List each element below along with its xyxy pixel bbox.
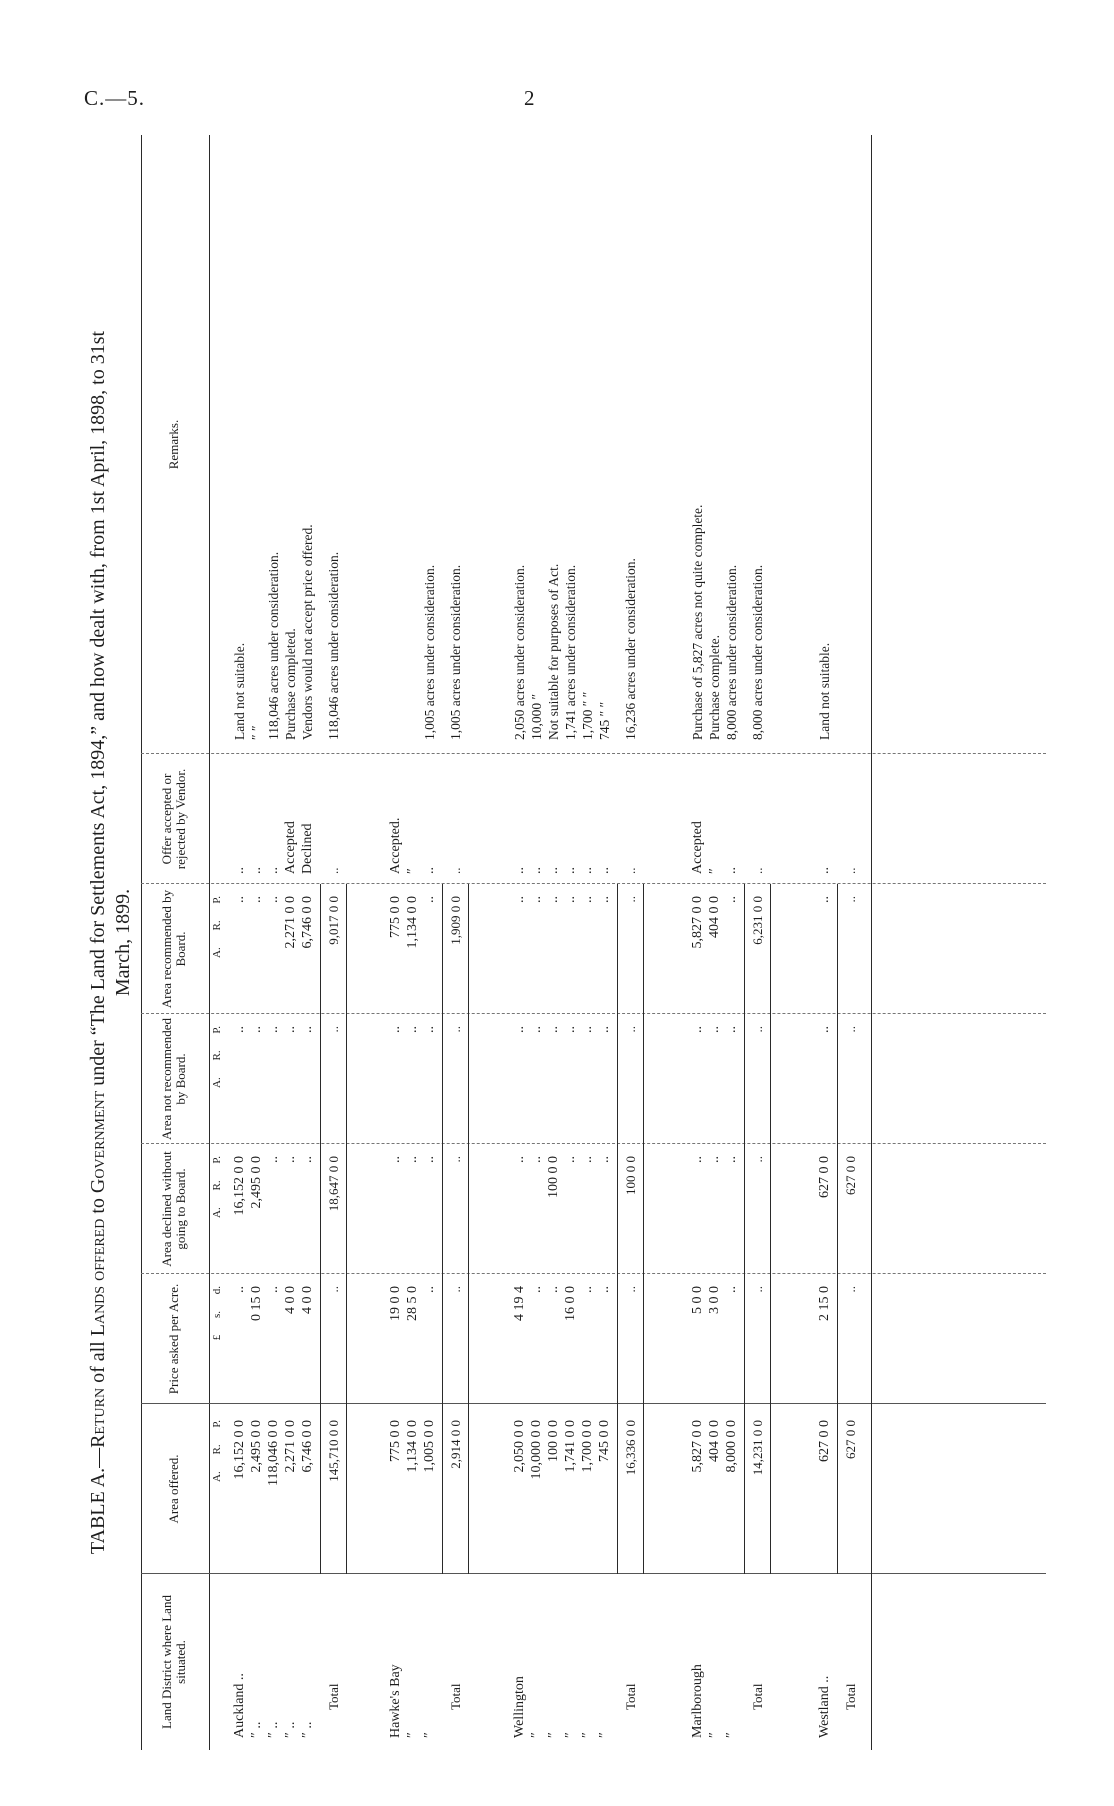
area-offered-cell: 14,231 0 0: [750, 1420, 765, 1476]
area-offered-cell: 1,005 0 0: [422, 1420, 437, 1473]
declined-cell: ..: [448, 1156, 463, 1163]
declined-cell: ..: [283, 1156, 298, 1163]
area-offered-cell: 2,271 0 0: [283, 1420, 298, 1473]
title-lands-words: Lands offered: [87, 1218, 109, 1337]
price-cell: ..: [843, 1286, 858, 1293]
area-offered-cell: 100 0 0: [546, 1420, 561, 1462]
offer-cell: ..: [843, 867, 858, 874]
area-offered-cell: 1,134 0 0: [405, 1420, 420, 1473]
not-recommended-cell: ..: [249, 1026, 264, 1033]
subtotal-rule: [468, 884, 469, 1574]
declined-cell: 627 0 0: [843, 1156, 858, 1195]
table-row: [248, 135, 265, 1750]
col-header-not-recommended: Area not recommended by Board.: [159, 1018, 188, 1141]
subtotal-rule: [442, 884, 443, 1574]
district-cell: Auckland ..: [232, 1673, 247, 1738]
subtotal-rule: [320, 884, 321, 1574]
col-header-district: Land District where Land situated.: [159, 1595, 188, 1729]
remarks-cell: 8,000 acres under consideration.: [750, 564, 765, 740]
remarks-cell: 16,236 acres under consideration.: [623, 558, 638, 740]
table-row: [387, 135, 404, 1750]
price-cell: 4 0 0: [283, 1286, 298, 1314]
subtotal-rule: [643, 884, 644, 1574]
price-cell: 0 15 0: [249, 1286, 264, 1321]
remarks-cell: 1,005 acres under consideration.: [448, 564, 463, 740]
remarks-cell: Vendors would not accept price offered.: [300, 524, 315, 740]
offer-cell: Accepted.: [388, 817, 403, 874]
district-cell: ″: [724, 1732, 739, 1738]
recommended-cell: ..: [623, 896, 638, 903]
recommended-cell: ..: [843, 896, 858, 903]
remarks-cell: Land not suitable.: [817, 642, 832, 740]
offer-cell: ..: [750, 867, 765, 874]
subtotal-rule: [617, 884, 618, 1574]
title-line-2: March, 1899.: [112, 888, 134, 997]
total-row: [842, 135, 859, 1750]
not-recommended-cell: ..: [266, 1026, 281, 1033]
declined-cell: ..: [563, 1156, 578, 1163]
offer-cell: ..: [817, 867, 832, 874]
area-offered-cell: 627 0 0: [817, 1420, 832, 1462]
district-cell: ″: [580, 1732, 595, 1738]
table-row: [421, 135, 438, 1750]
offer-cell: ..: [232, 867, 247, 874]
remarks-cell: 118,046 acres under consideration.: [326, 551, 341, 740]
offer-cell: ..: [326, 867, 341, 874]
recommended-cell: ..: [249, 896, 264, 903]
table-row: [282, 135, 299, 1750]
total-row: [447, 135, 464, 1750]
district-cell: Marlborough: [690, 1664, 705, 1738]
district-cell: ″: [707, 1732, 722, 1738]
area-offered-cell: 145,710 0 0: [326, 1420, 341, 1482]
not-recommended-cell: ..: [405, 1026, 420, 1033]
price-cell: ..: [232, 1286, 247, 1293]
recommended-cell: 1,134 0 0: [405, 896, 420, 949]
table-row: [404, 135, 421, 1750]
district-cell: ″: [422, 1732, 437, 1738]
price-cell: 28 5 0: [405, 1286, 420, 1321]
title-middle: of all: [87, 1336, 109, 1388]
offer-cell: Declined: [300, 823, 315, 874]
table-row: [816, 135, 833, 1750]
recommended-cell: ..: [232, 896, 247, 903]
not-recommended-cell: ..: [724, 1026, 739, 1033]
recommended-cell: 9,017 0 0: [326, 896, 341, 945]
recommended-cell: ..: [563, 896, 578, 903]
table-row: [528, 135, 545, 1750]
not-recommended-cell: ..: [422, 1026, 437, 1033]
area-offered-cell: 2,495 0 0: [249, 1420, 264, 1473]
declined-cell: 16,152 0 0: [232, 1156, 247, 1216]
declined-cell: 100 0 0: [546, 1156, 561, 1198]
not-recommended-cell: ..: [512, 1026, 527, 1033]
not-recommended-cell: ..: [750, 1026, 765, 1033]
not-recommended-cell: ..: [817, 1026, 832, 1033]
table-row: [562, 135, 579, 1750]
offer-cell: ..: [422, 867, 437, 874]
offer-cell: ..: [724, 867, 739, 874]
area-offered-cell: 2,914 0 0: [448, 1420, 463, 1469]
district-cell: ″: [405, 1732, 420, 1738]
area-offered-cell: 16,336 0 0: [623, 1420, 638, 1476]
recommended-cell: 5,827 0 0: [690, 896, 705, 949]
area-offered-cell: 10,000 0 0: [529, 1420, 544, 1480]
not-recommended-cell: ..: [388, 1026, 403, 1033]
col-header-price: Price asked per Acre.: [166, 1283, 181, 1395]
table-row: [265, 135, 282, 1750]
district-cell: ″: [563, 1732, 578, 1738]
offer-cell: ..: [529, 867, 544, 874]
subtotal-rule: [346, 884, 347, 1574]
remarks-cell: Purchase of 5,827 acres not quite complete.: [690, 504, 705, 740]
not-recommended-cell: ..: [690, 1026, 705, 1033]
price-cell: ..: [422, 1286, 437, 1293]
district-cell: ″ ..: [266, 1721, 281, 1738]
title-return-word: Return: [87, 1387, 109, 1448]
price-cell: ..: [623, 1286, 638, 1293]
offer-cell: Accepted: [690, 821, 705, 874]
table-row: [596, 135, 613, 1750]
area-offered-cell: 6,746 0 0: [300, 1420, 315, 1473]
district-cell: Total: [326, 1683, 341, 1710]
unit-area-offered: A. R. P.: [211, 1420, 223, 1482]
unit-price: £ s. d.: [211, 1286, 223, 1341]
declined-cell: ..: [707, 1156, 722, 1163]
recommended-cell: 775 0 0: [388, 896, 403, 938]
remarks-cell: 1,005 acres under consideration.: [422, 564, 437, 740]
declined-cell: ..: [405, 1156, 420, 1163]
district-cell: Hawke's Bay: [388, 1664, 403, 1738]
table-row: [706, 135, 723, 1750]
area-offered-cell: 627 0 0: [843, 1420, 858, 1459]
table-row: [689, 135, 706, 1750]
table-bottom-rule: [871, 135, 872, 1750]
price-cell: ..: [448, 1286, 463, 1293]
district-cell: Total: [843, 1683, 858, 1710]
area-offered-cell: 1,741 0 0: [563, 1420, 578, 1473]
offer-cell: ..: [563, 867, 578, 874]
header-rule: [209, 135, 210, 1750]
total-row: [622, 135, 639, 1750]
district-cell: Total: [623, 1683, 638, 1710]
recommended-cell: ..: [529, 896, 544, 903]
price-cell: 16 0 0: [563, 1286, 578, 1321]
remarks-cell: 8,000 acres under consideration.: [724, 564, 739, 740]
offer-cell: ..: [448, 867, 463, 874]
offer-cell: ..: [249, 867, 264, 874]
district-cell: ″: [597, 1732, 612, 1738]
district-cell: Total: [750, 1683, 765, 1710]
declined-cell: 2,495 0 0: [249, 1156, 264, 1209]
table-row: [231, 135, 248, 1750]
subtotal-rule: [770, 884, 771, 1574]
declined-cell: 18,647 0 0: [326, 1156, 341, 1212]
offer-cell: ″: [405, 868, 420, 874]
remarks-cell: 118,046 acres under consideration.: [266, 551, 281, 740]
not-recommended-cell: ..: [529, 1026, 544, 1033]
offer-cell: ″: [707, 868, 722, 874]
total-row: [749, 135, 766, 1750]
not-recommended-cell: ..: [597, 1026, 612, 1033]
area-offered-cell: 16,152 0 0: [232, 1420, 247, 1480]
area-offered-cell: 8,000 0 0: [724, 1420, 739, 1473]
area-offered-cell: 1,700 0 0: [580, 1420, 595, 1473]
total-row: [325, 135, 342, 1750]
declined-cell: ..: [422, 1156, 437, 1163]
not-recommended-cell: ..: [232, 1026, 247, 1033]
not-recommended-cell: ..: [300, 1026, 315, 1033]
not-recommended-cell: ..: [563, 1026, 578, 1033]
col-header-declined: Area declined without going to Board.: [159, 1151, 188, 1267]
recommended-cell: ..: [422, 896, 437, 903]
subtotal-rule: [744, 884, 745, 1574]
remarks-cell: Purchase completed.: [283, 628, 298, 740]
table-title: [86, 135, 136, 1750]
area-offered-cell: 745 0 0: [597, 1420, 612, 1462]
col-header-remarks: Remarks.: [166, 419, 181, 470]
district-cell: ″ ..: [249, 1721, 264, 1738]
offer-cell: ..: [580, 867, 595, 874]
recommended-cell: ..: [580, 896, 595, 903]
not-recommended-cell: ..: [448, 1026, 463, 1033]
title-to-word: to: [87, 1193, 109, 1219]
remarks-cell: Land not suitable.: [232, 642, 247, 740]
district-cell: ″: [546, 1732, 561, 1738]
declined-cell: ..: [300, 1156, 315, 1163]
recommended-cell: 404 0 0: [707, 896, 722, 938]
price-cell: 19 0 0: [388, 1286, 403, 1321]
unit-declined: A. R. P.: [211, 1156, 223, 1218]
table-row: [511, 135, 528, 1750]
remarks-cell: 745 ″ ″: [597, 701, 612, 740]
not-recommended-cell: ..: [546, 1026, 561, 1033]
recommended-cell: ..: [266, 896, 281, 903]
rotated-table-block: [86, 135, 1046, 1750]
title-government-word: Government: [87, 1090, 109, 1194]
district-cell: ″ ..: [283, 1721, 298, 1738]
declined-cell: ..: [512, 1156, 527, 1163]
page-reference: C.—5.: [84, 86, 146, 110]
remarks-cell: 1,741 acres under consideration.: [563, 564, 578, 740]
district-cell: ″ ..: [300, 1721, 315, 1738]
subtotal-rule: [837, 884, 838, 1574]
price-cell: ..: [580, 1286, 595, 1293]
not-recommended-cell: ..: [283, 1026, 298, 1033]
recommended-cell: 1,909 0 0: [448, 896, 463, 945]
district-cell: ″: [529, 1732, 544, 1738]
area-offered-cell: 118,046 0 0: [266, 1420, 281, 1486]
col-header-area-offered: Area offered.: [166, 1454, 181, 1524]
offer-cell: ..: [597, 867, 612, 874]
area-offered-cell: 404 0 0: [707, 1420, 722, 1462]
declined-cell: ..: [750, 1156, 765, 1163]
unit-recommended: A. R. P.: [211, 896, 223, 958]
recommended-cell: ..: [546, 896, 561, 903]
offer-cell: ..: [266, 867, 281, 874]
remarks-cell: 2,050 acres under consideration.: [512, 564, 527, 740]
offer-cell: Accepted: [283, 821, 298, 874]
recommended-cell: ..: [724, 896, 739, 903]
page-number: 2: [524, 86, 535, 110]
district-cell: Wellington: [512, 1676, 527, 1738]
price-cell: 4 19 4: [512, 1286, 527, 1321]
declined-cell: ..: [266, 1156, 281, 1163]
recommended-cell: 6,231 0 0: [750, 896, 765, 945]
district-cell: Westland ..: [817, 1675, 832, 1738]
title-line-1: [86, 135, 111, 1750]
offer-cell: ..: [512, 867, 527, 874]
price-cell: ..: [750, 1286, 765, 1293]
area-offered-cell: 5,827 0 0: [690, 1420, 705, 1473]
price-cell: ..: [266, 1286, 281, 1293]
declined-cell: ..: [580, 1156, 595, 1163]
area-offered-cell: 775 0 0: [388, 1420, 403, 1462]
not-recommended-cell: ..: [326, 1026, 341, 1033]
unit-not-recommended: A. R. P.: [211, 1026, 223, 1088]
price-cell: 2 15 0: [817, 1286, 832, 1321]
recommended-cell: 6,746 0 0: [300, 896, 315, 949]
price-cell: ..: [546, 1286, 561, 1293]
remarks-cell: 10,000 ″: [529, 693, 544, 740]
table-row: [723, 135, 740, 1750]
offer-cell: ..: [546, 867, 561, 874]
recommended-cell: ..: [597, 896, 612, 903]
not-recommended-cell: ..: [623, 1026, 638, 1033]
area-offered-cell: 2,050 0 0: [512, 1420, 527, 1473]
title-suffix: under “The Land for Settlements Act, 1894,” and how dealt with, from 1st April, 1898, to 31st: [87, 330, 109, 1091]
price-cell: ..: [597, 1286, 612, 1293]
remarks-cell: 1,700 ″ ″: [580, 691, 595, 740]
col-header-offer: Offer accepted or rejected by Vendor.: [159, 768, 188, 870]
declined-cell: ..: [388, 1156, 403, 1163]
declined-cell: ..: [529, 1156, 544, 1163]
return-table: [141, 135, 1046, 1750]
not-recommended-cell: ..: [707, 1026, 722, 1033]
declined-cell: ..: [597, 1156, 612, 1163]
declined-cell: ..: [724, 1156, 739, 1163]
price-cell: ..: [326, 1286, 341, 1293]
district-cell: Total: [448, 1683, 463, 1710]
not-recommended-cell: ..: [843, 1026, 858, 1033]
col-header-recommended: Area recommended by Board.: [159, 889, 188, 1009]
price-cell: ..: [529, 1286, 544, 1293]
price-cell: 5 0 0: [690, 1286, 705, 1314]
recommended-cell: 2,271 0 0: [283, 896, 298, 949]
declined-cell: ..: [690, 1156, 705, 1163]
offer-cell: ..: [623, 867, 638, 874]
recommended-cell: ..: [817, 896, 832, 903]
remarks-cell: Purchase complete.: [707, 635, 722, 740]
price-cell: 4 0 0: [300, 1286, 315, 1314]
table-row: [299, 135, 316, 1750]
not-recommended-cell: ..: [580, 1026, 595, 1033]
declined-cell: 627 0 0: [817, 1156, 832, 1198]
recommended-cell: ..: [512, 896, 527, 903]
title-prefix: TABLE A.—: [87, 1447, 109, 1555]
remarks-cell: ″ ″: [249, 725, 264, 740]
remarks-cell: Not suitable for purposes of Act.: [546, 563, 561, 740]
price-cell: 3 0 0: [707, 1286, 722, 1314]
table-row: [579, 135, 596, 1750]
declined-cell: 100 0 0: [623, 1156, 638, 1195]
table-row: [545, 135, 562, 1750]
price-cell: ..: [724, 1286, 739, 1293]
